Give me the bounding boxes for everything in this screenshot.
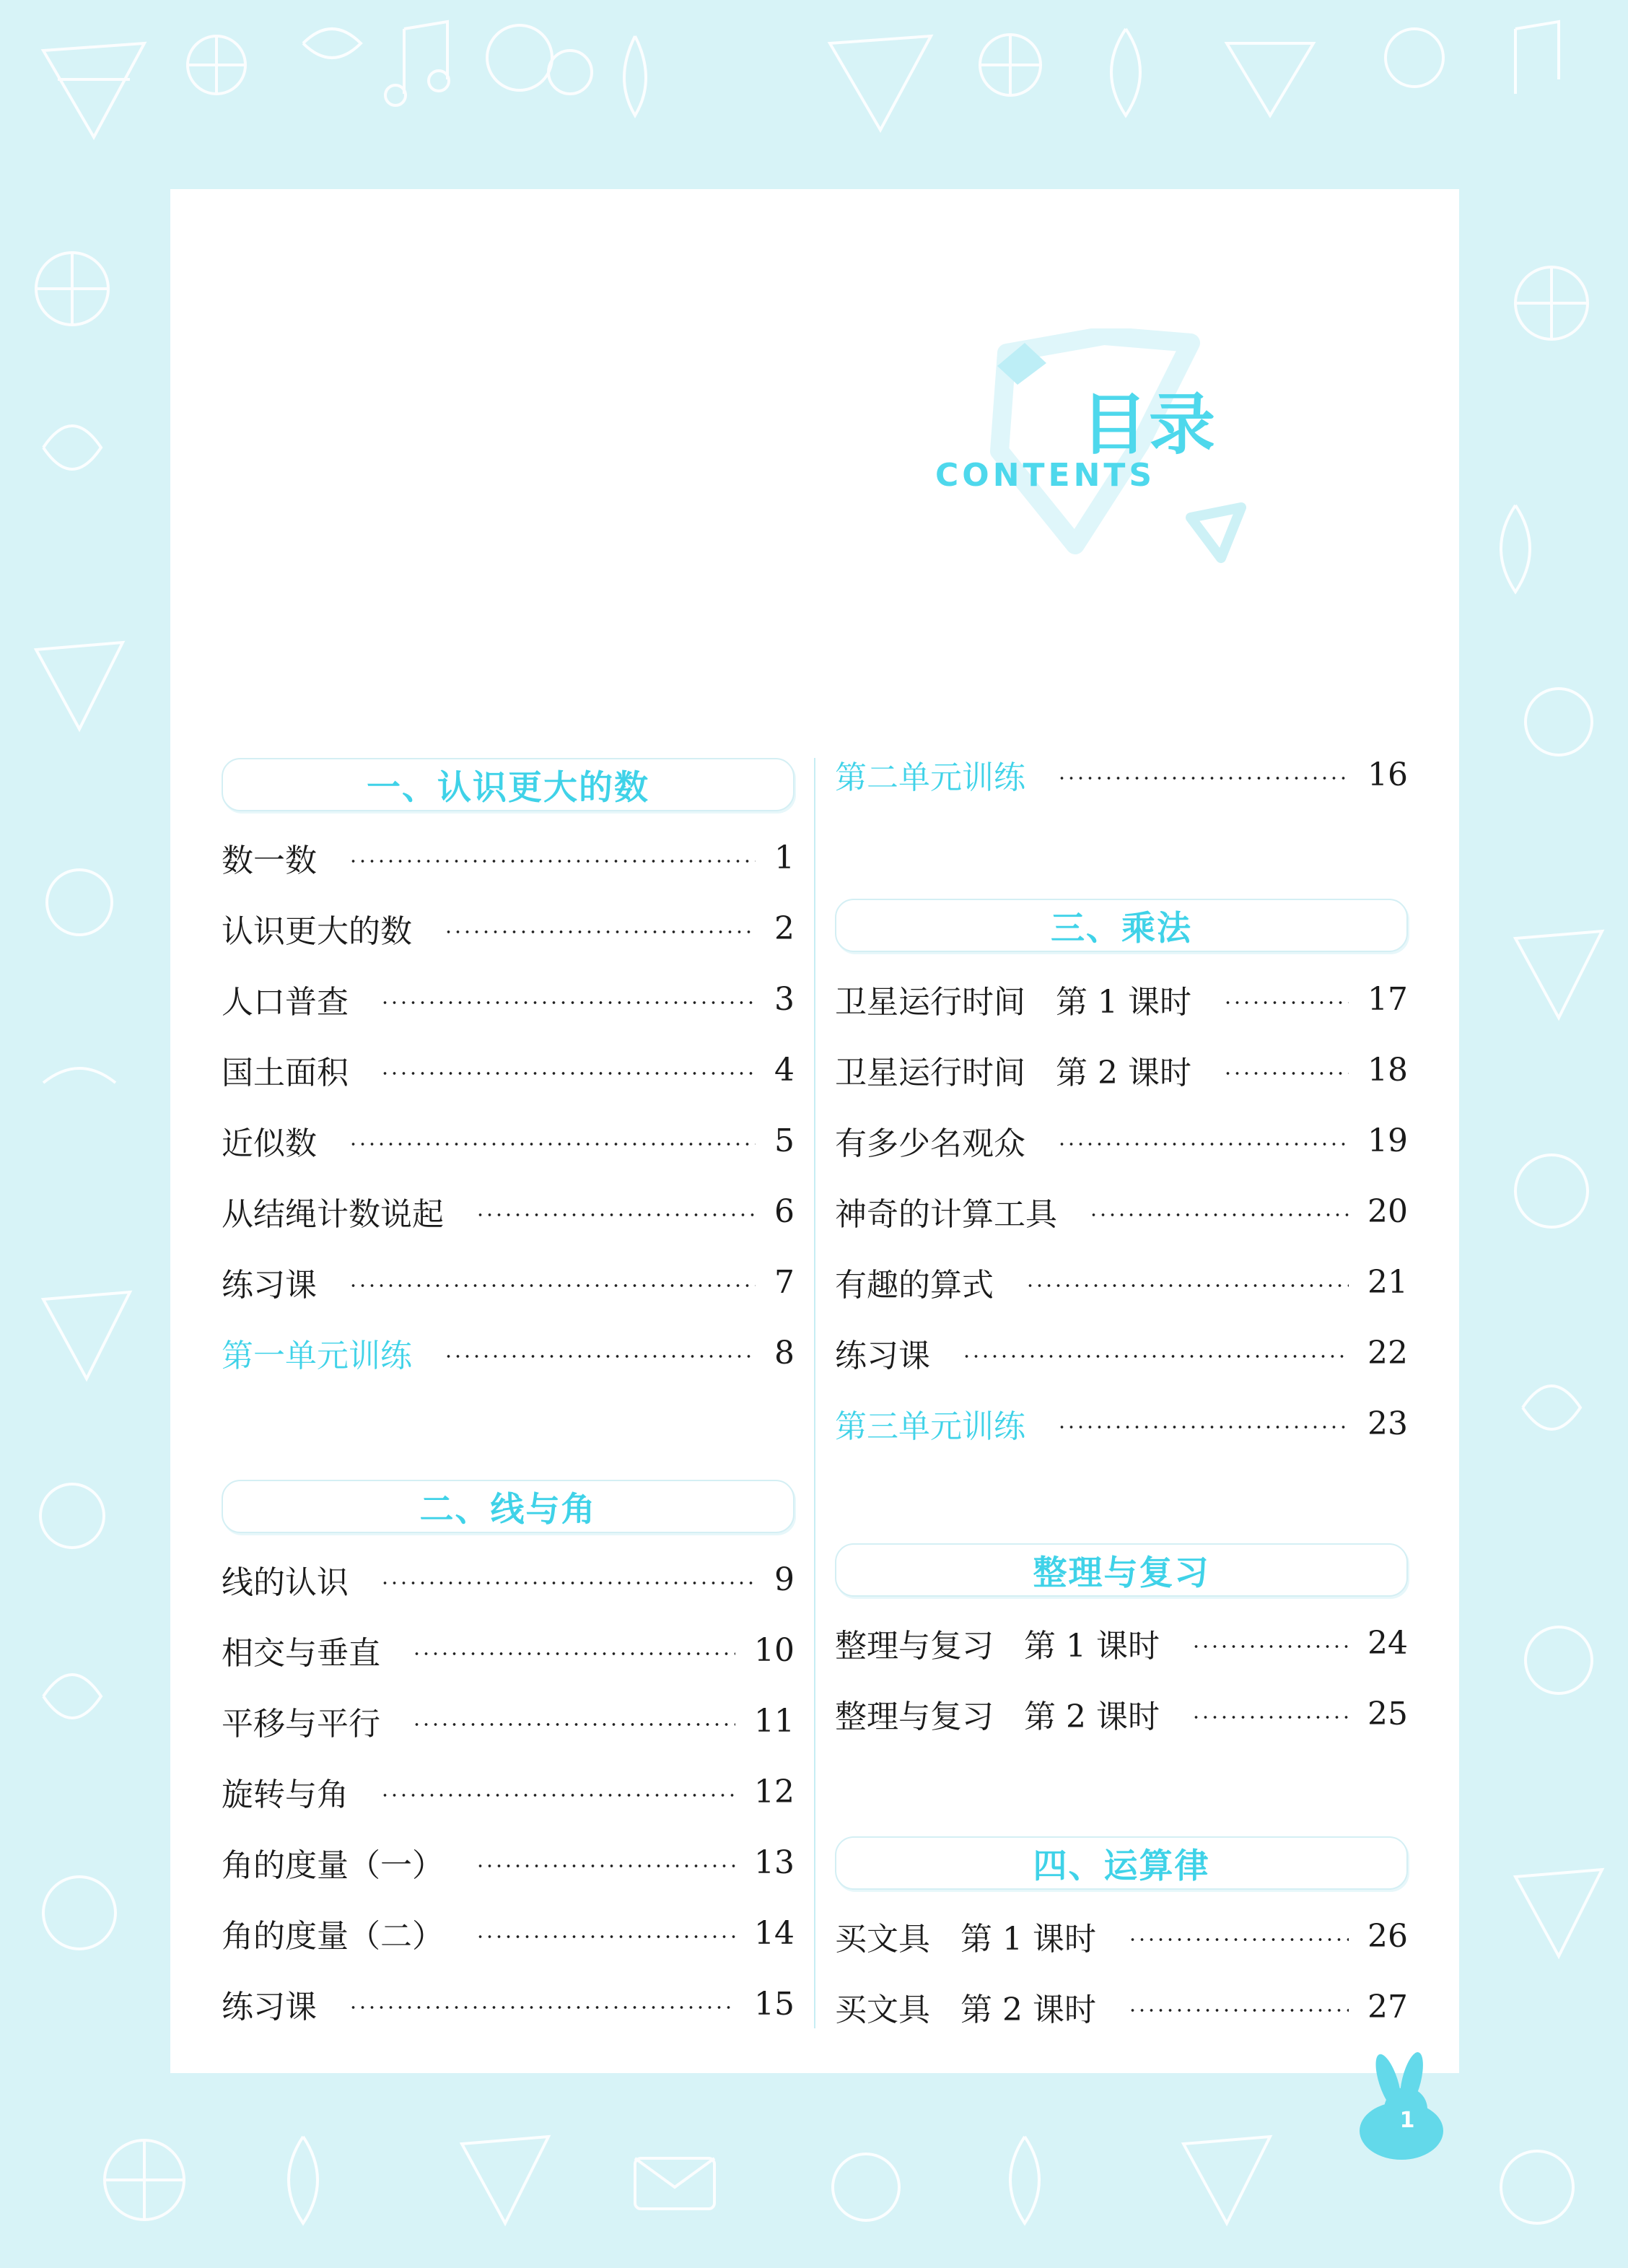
dot-leader <box>349 860 756 863</box>
entry-page-number: 2 <box>774 910 795 947</box>
dot-leader <box>412 1652 735 1655</box>
dot-leader <box>380 1072 756 1075</box>
entry-page-number: 5 <box>774 1122 795 1159</box>
entry-page-number: 10 <box>754 1631 795 1669</box>
dot-leader <box>444 1355 756 1358</box>
dot-leader <box>412 1723 735 1726</box>
dot-leader <box>1191 1645 1349 1648</box>
unit-test-entry[interactable] <box>835 1400 1408 1447</box>
entry-title: 有多少名观众 <box>835 1125 1025 1162</box>
entry-page-number: 11 <box>754 1702 795 1740</box>
entry-page-number: 3 <box>774 980 795 1018</box>
toc-entry[interactable] <box>835 1329 1408 1377</box>
entry-title: 卫星运行时间 <box>835 984 1025 1021</box>
dot-leader <box>1128 1938 1349 1941</box>
toc-entry[interactable] <box>222 1117 795 1164</box>
toc-entry[interactable] <box>222 1556 795 1603</box>
entry-page-number: 7 <box>774 1263 795 1301</box>
toc-entry[interactable] <box>222 1768 795 1815</box>
entry-page-number: 12 <box>754 1773 795 1810</box>
entry-title: 买文具 <box>835 1992 930 2028</box>
toc-entry[interactable] <box>222 975 795 1023</box>
dot-leader <box>1089 1213 1349 1216</box>
entry-title: 平移与平行 <box>222 1706 380 1743</box>
entry-title: 练习课 <box>222 1267 317 1304</box>
entry-page-number: 9 <box>774 1561 795 1598</box>
entry-page-number: 4 <box>774 1051 795 1089</box>
dot-leader <box>1057 1426 1349 1429</box>
entry-lesson: 第 1 课时 <box>960 1921 1096 1958</box>
section-header: 一、认识更大的数 <box>222 758 795 811</box>
page-subtitle: CONTENTS <box>935 457 1156 494</box>
entry-title: 练习课 <box>835 1338 930 1374</box>
dot-leader <box>1057 777 1349 780</box>
dot-leader <box>962 1355 1349 1358</box>
toc-entry[interactable] <box>222 1980 795 2028</box>
dot-leader <box>444 930 756 933</box>
unit-test-entry[interactable] <box>222 1329 795 1377</box>
entry-title: 第一单元训练 <box>222 1338 412 1374</box>
entry-title: 认识更大的数 <box>222 913 412 950</box>
entry-lesson: 第 2 课时 <box>1024 1698 1160 1735</box>
toc-entry[interactable] <box>835 975 1408 1023</box>
entry-title: 神奇的计算工具 <box>835 1196 1057 1233</box>
entry-title: 第三单元训练 <box>835 1408 1025 1445</box>
toc-entry[interactable] <box>222 1046 795 1094</box>
entry-title: 旋转与角 <box>222 1776 349 1813</box>
toc-entry[interactable] <box>222 904 795 952</box>
toc-entry[interactable] <box>835 1619 1408 1667</box>
toc-entry[interactable] <box>835 1983 1408 2031</box>
page-number: 1 <box>1399 2108 1415 2133</box>
entry-title: 数一数 <box>222 842 317 879</box>
toc-entry[interactable] <box>835 1187 1408 1235</box>
entry-title: 整理与复习 <box>835 1698 994 1735</box>
dot-leader <box>1223 1072 1349 1075</box>
entry-title: 线的认识 <box>222 1564 349 1601</box>
toc-entry[interactable] <box>222 1697 795 1745</box>
entry-title: 整理与复习 <box>835 1628 994 1665</box>
section-header: 整理与复习 <box>835 1543 1408 1597</box>
dot-leader <box>349 1143 756 1146</box>
entry-title: 相交与垂直 <box>222 1635 380 1672</box>
toc-entry[interactable] <box>835 1912 1408 1960</box>
entry-title: 从结绳计数说起 <box>222 1196 444 1233</box>
page-title: 目录 <box>1081 386 1217 463</box>
dot-leader <box>1025 1284 1349 1287</box>
toc-entry[interactable] <box>222 1839 795 1886</box>
entry-page-number: 23 <box>1367 1405 1408 1442</box>
entry-title: 角的度量（二） <box>222 1918 444 1955</box>
entry-lesson: 第 2 课时 <box>960 1992 1096 2028</box>
dot-leader <box>380 1001 756 1004</box>
dot-leader <box>349 1284 756 1287</box>
entry-page-number: 1 <box>774 839 795 876</box>
toc-entry[interactable] <box>835 1117 1408 1164</box>
entry-title: 角的度量（一） <box>222 1847 444 1884</box>
toc-entry[interactable] <box>222 1909 795 1957</box>
entry-lesson: 第 1 课时 <box>1056 984 1191 1021</box>
section-header: 四、运算律 <box>835 1836 1408 1890</box>
entry-title: 近似数 <box>222 1125 317 1162</box>
entry-page-number: 13 <box>754 1844 795 1881</box>
entry-page-number: 24 <box>1367 1624 1408 1662</box>
entry-page-number: 21 <box>1367 1263 1408 1301</box>
dot-leader <box>349 2006 735 2009</box>
entry-page-number: 14 <box>754 1914 795 1952</box>
entry-title: 人口普查 <box>222 984 349 1021</box>
entry-page-number: 18 <box>1367 1051 1408 1089</box>
toc-entry[interactable] <box>222 1187 795 1235</box>
toc-entry[interactable] <box>222 1626 795 1674</box>
entry-lesson: 第 1 课时 <box>1024 1628 1160 1665</box>
entry-page-number: 27 <box>1367 1988 1408 2025</box>
toc-entry[interactable] <box>222 1258 795 1306</box>
entry-page-number: 16 <box>1367 756 1408 793</box>
dot-leader <box>476 1935 735 1938</box>
entry-page-number: 22 <box>1367 1334 1408 1371</box>
entry-title: 买文具 <box>835 1921 930 1958</box>
dot-leader <box>476 1213 756 1216</box>
dot-leader <box>1057 1143 1349 1146</box>
entry-title: 国土面积 <box>222 1055 349 1091</box>
unit-test-entry[interactable] <box>835 751 1408 798</box>
entry-page-number: 25 <box>1367 1695 1408 1732</box>
toc-entry[interactable] <box>835 1046 1408 1094</box>
entry-title: 卫星运行时间 <box>835 1055 1025 1091</box>
dot-leader <box>1223 1001 1349 1004</box>
entry-title: 第二单元训练 <box>835 759 1025 796</box>
dot-leader <box>476 1864 735 1867</box>
entry-page-number: 6 <box>774 1192 795 1230</box>
entry-page-number: 26 <box>1367 1917 1408 1955</box>
dot-leader <box>380 1794 735 1797</box>
toc-entry[interactable] <box>222 834 795 881</box>
toc-entry[interactable] <box>835 1258 1408 1306</box>
column-divider <box>814 758 815 2028</box>
entry-title: 练习课 <box>222 1989 317 2025</box>
toc-entry[interactable] <box>835 1690 1408 1737</box>
entry-lesson: 第 2 课时 <box>1056 1055 1191 1091</box>
entry-title: 有趣的算式 <box>835 1267 994 1304</box>
section-header: 二、线与角 <box>222 1480 795 1533</box>
entry-page-number: 17 <box>1367 980 1408 1018</box>
rabbit-icon <box>1348 2051 1456 2160</box>
entry-page-number: 19 <box>1367 1122 1408 1159</box>
dot-leader <box>380 1582 756 1584</box>
entry-page-number: 15 <box>754 1985 795 2023</box>
dot-leader <box>1128 2009 1349 2012</box>
dot-leader <box>1191 1716 1349 1719</box>
entry-page-number: 8 <box>774 1334 795 1371</box>
section-header: 三、乘法 <box>835 899 1408 952</box>
entry-page-number: 20 <box>1367 1192 1408 1230</box>
